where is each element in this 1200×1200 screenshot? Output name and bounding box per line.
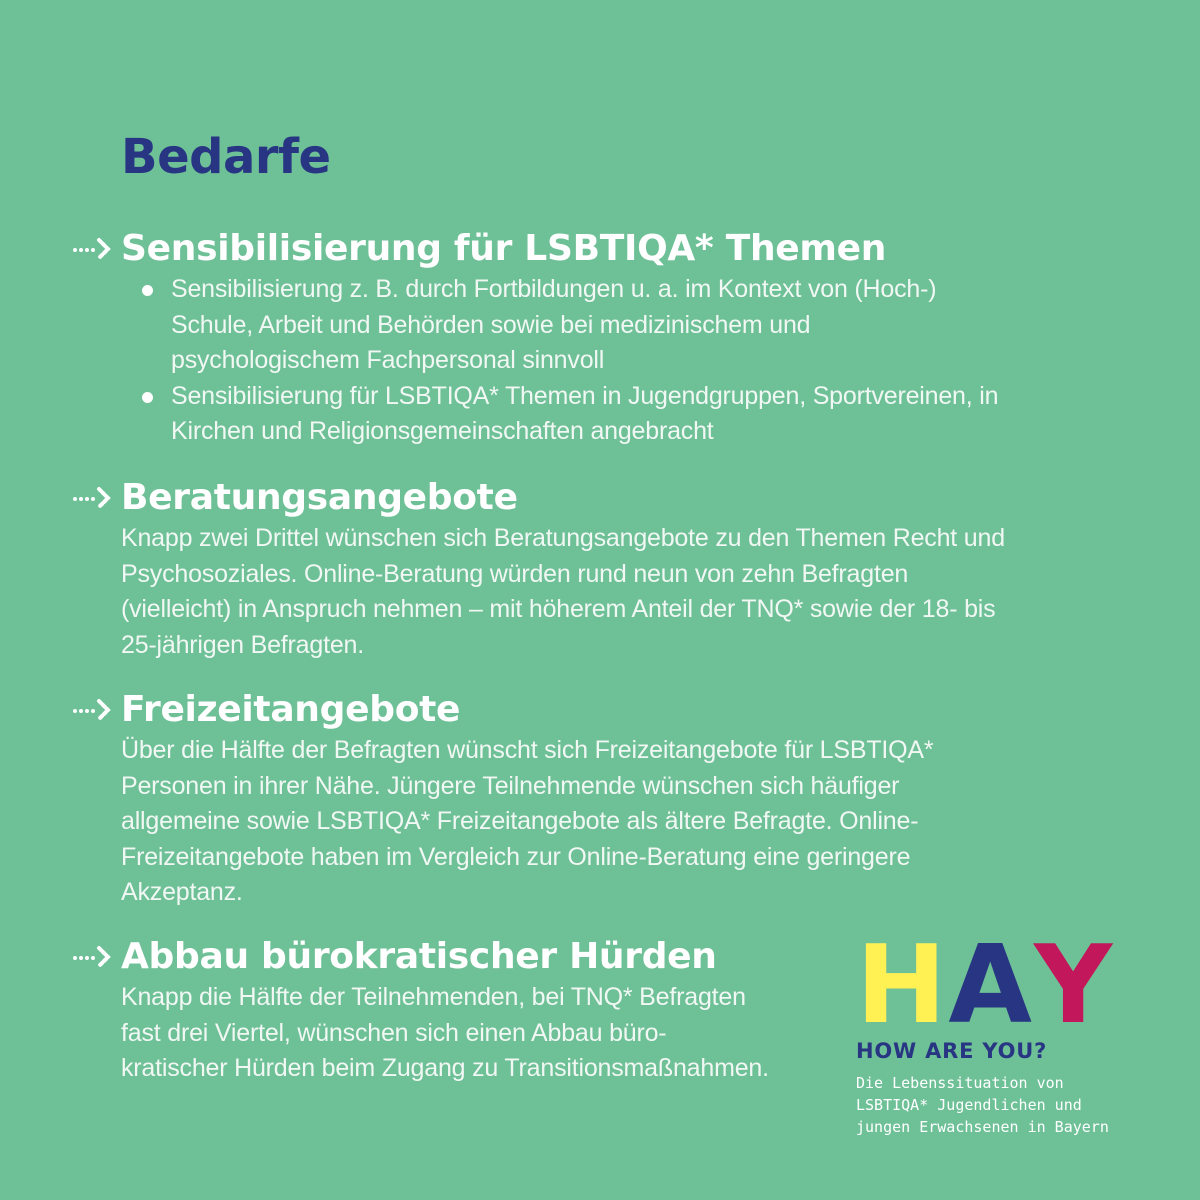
section-heading-text: Freizeitangebote	[121, 689, 461, 730]
text-line: Knapp die Hälfte der Teilnehmenden, bei TNQ* Befragten	[121, 983, 746, 1011]
text-line: (vielleicht) in Anspruch nehmen – mit höherem Anteil der TNQ* sowie der 18- bis	[121, 595, 996, 623]
logo-letter-h: H	[856, 923, 947, 1048]
logo-subline	[856, 1072, 1156, 1138]
text-line: allgemeine sowie LSBTIQA* Freizeitangebote als ältere Befragte. Online-	[121, 807, 919, 835]
text-line: Knapp zwei Drittel wünschen sich Beratungsangebote zu den Themen Recht und	[121, 524, 1005, 552]
dotted-arrow-icon	[72, 236, 112, 262]
logo-wordmark	[856, 923, 1156, 1048]
logo-subline-line: jungen Erwachsenen in Bayern	[856, 1118, 1109, 1136]
text-line: psychologischem Fachpersonal sinnvoll	[171, 346, 605, 374]
logo-letter-a: A	[948, 923, 1032, 1048]
text-line: Personen in ihrer Nähe. Jüngere Teilnehmende wünschen sich häufiger	[121, 771, 900, 800]
section-beratungsangebote	[72, 475, 1112, 663]
section-freizeitangebote	[72, 687, 1112, 911]
bullet-dot	[142, 392, 153, 403]
text-line: Psychosoziales. Online-Beratung würden rund neun von zehn Befragten	[121, 559, 909, 588]
text-line: Schule, Arbeit und Behörden sowie bei medizinischem und	[171, 310, 811, 339]
section-sensibilisierung	[72, 226, 1112, 450]
dotted-arrow-icon	[72, 944, 112, 970]
section-heading	[72, 475, 1112, 521]
dotted-arrow-icon	[72, 697, 112, 723]
text-line: Sensibilisierung für LSBTIQA* Themen in Jugendgruppen, Sportvereinen, in	[171, 381, 999, 410]
logo-subline-line: LSBTIQA* Jugendlichen und	[856, 1096, 1082, 1114]
section-body	[72, 733, 1112, 911]
text-line: Akzeptanz.	[121, 878, 243, 906]
list-item	[171, 379, 1112, 450]
text-line: 25-jährigen Befragten.	[121, 630, 364, 659]
bullet-dot	[142, 285, 153, 296]
section-heading	[72, 687, 1112, 733]
list-item	[171, 272, 1112, 379]
hay-logo	[856, 923, 1156, 1138]
text-line: Über die Hälfte der Befragten wünscht sich Freizeitangebote für LSBTIQA*	[121, 736, 934, 764]
section-body	[72, 521, 1112, 663]
text-line: kratischer Hürden beim Zugang zu Transitionsmaßnahmen.	[121, 1054, 769, 1082]
text-line: Sensibilisierung z. B. durch Fortbildungen u. a. im Kontext von (Hoch-)	[171, 275, 937, 303]
page-title: Bedarfe	[121, 129, 331, 185]
text-line: Kirchen und Religionsgemeinschaften angebracht	[171, 417, 714, 445]
logo-letter-y: Y	[1033, 923, 1113, 1048]
dotted-arrow-icon	[72, 485, 112, 511]
section-heading	[72, 226, 1112, 272]
logo-subline-line: Die Lebenssituation von	[856, 1074, 1064, 1092]
section-heading-text: Sensibilisierung für LSBTIQA* Themen	[121, 228, 887, 269]
bullet-list	[72, 272, 1112, 450]
section-heading-text: Beratungsangebote	[121, 477, 518, 518]
logo-tagline: HOW ARE YOU?	[856, 1039, 1048, 1063]
text-line: fast drei Viertel, wünschen sich einen Abbau büro-	[121, 1018, 667, 1047]
section-heading-text: Abbau bürokratischer Hürden	[121, 936, 717, 977]
text-line: Freizeitangebote haben im Vergleich zur Online-Beratung eine geringere	[121, 842, 911, 871]
